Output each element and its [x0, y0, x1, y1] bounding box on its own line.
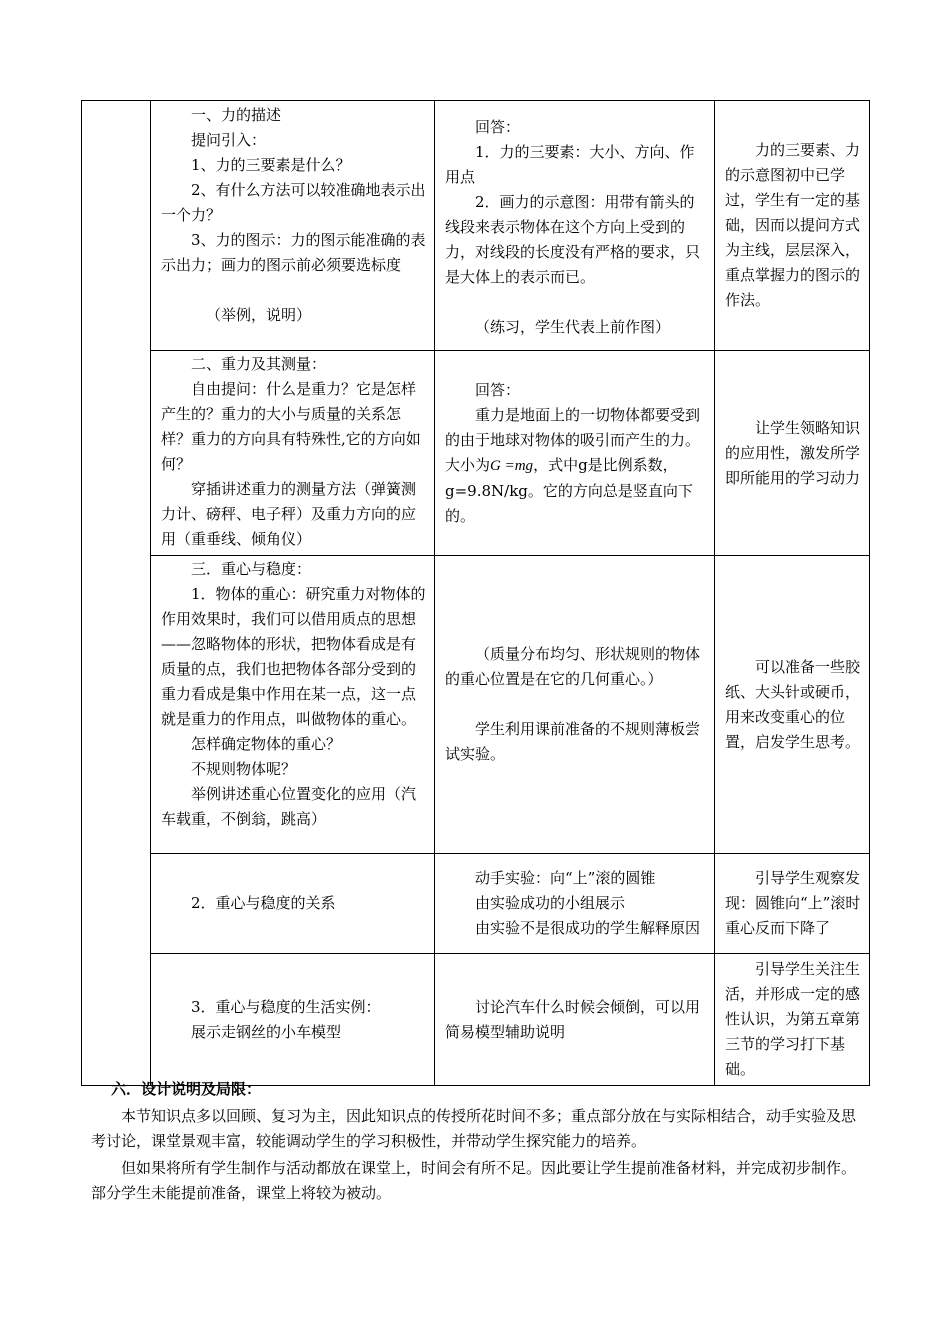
teacher-activity-cell: 二、重力及其测量： 自由提问：什么是重力？它是怎样产生的？重力的大小与质量的关系怎样？重力的方向具有特殊性,它的方向如何？ 穿插讲述重力的测量方法（弹簧测力计、磅秤、电子秤）及重力方向的应用（重垂线、倾角仪） — [151, 351, 435, 556]
design-notes-section — [91, 1077, 861, 1206]
section-heading: 一、力的描述 — [191, 106, 282, 124]
teacher-activity-cell: 三．重心与稳度： 1．物体的重心：研究重力对物体的作用效果时，我们可以借用质点的思想——忽略物体的形状，把物体看成是有质量的点，我们也把物体各部分受到的重力看成是集中作用在某一点，这一点就是重力的作用点，叫做物体的重心。 怎样确定物体的重心？ 不规则物体呢？ 举例讲述重心位置变化的应用（汽车载重，不倒翁，跳高） — [151, 556, 435, 854]
section-heading: 二、重力及其测量： — [191, 355, 327, 373]
design-intent-cell: 引导学生观察发现：圆锥向“上”滚时重心反而下降了 — [715, 854, 870, 954]
table-row — [82, 101, 870, 351]
student-activity-cell: 回答： 重力是地面上的一切物体都要受到的由于地球对物体的吸引而产生的力。大小为G =mg，式中g是比例系数，g=9.8N/kg。它的方向总是竖直向下的。 — [435, 351, 715, 556]
student-activity-cell: （质量分布均匀、形状规则的物体的重心位置是在它的几何重心。） 学生利用课前准备的不规则薄板尝试实验。 — [435, 556, 715, 854]
design-intent-cell: 可以准备一些胶纸、大头针或硬币，用来改变重心的位置，启发学生思考。 — [715, 556, 870, 854]
student-activity-cell: 回答： 1．力的三要素：大小、方向、作用点 2．画力的示意图：用带有箭头的线段来表示物体在这个方向上受到的力，对线段的长度没有严格的要求，只是大体上的表示而已。 （练习，学生代表上前作图） — [435, 101, 715, 351]
student-activity-cell: 讨论汽车什么时候会倾倒，可以用简易模型辅助说明 — [435, 954, 715, 1086]
teacher-activity-cell: 一、力的描述 提问引入： 1、力的三要素是什么？ 2、有什么方法可以较准确地表示出一个力？ 3、力的图示：力的图示能准确的表示出力；画力的图示前必须要选标度 （举例，说明） — [151, 101, 435, 351]
table-row — [82, 854, 870, 954]
table-row — [82, 351, 870, 556]
teacher-activity-cell: 3．重心与稳度的生活实例： 展示走钢丝的小车模型 — [151, 954, 435, 1086]
design-intent-cell: 引导学生关注生活，并形成一定的感性认识，为第五章第三节的学习打下基础。 — [715, 954, 870, 1086]
notes-paragraph: 本节知识点多以回顾、复习为主，因此知识点的传授所花时间不多；重点部分放在与实际相结合，动手实验及思考讨论，课堂景观丰富，较能调动学生的学习积极性，并带动学生探究能力的培养。 — [91, 1107, 857, 1150]
lesson-table — [81, 100, 870, 1086]
design-intent-cell: 力的三要素、力的示意图初中已学过，学生有一定的基础，因而以提问方式为主线，层层深入，重点掌握力的图示的作法。 — [715, 101, 870, 351]
section-heading: 六．设计说明及局限： — [111, 1080, 262, 1098]
student-activity-cell: 动手实验：向“上”滚的圆锥 由实验成功的小组展示 由实验不是很成功的学生解释原因 — [435, 854, 715, 954]
design-intent-cell: 让学生领略知识的应用性，激发所学即所能用的学习动力 — [715, 351, 870, 556]
table-row — [82, 556, 870, 854]
blank-column-cell — [82, 101, 151, 1086]
section-heading: 三．重心与稳度： — [191, 560, 312, 578]
gravity-formula: G =mg — [490, 457, 534, 474]
table-row — [82, 954, 870, 1086]
teacher-activity-cell: 2．重心与稳度的关系 — [151, 854, 435, 954]
notes-paragraph: 但如果将所有学生制作与活动都放在课堂上，时间会有所不足。因此要让学生提前准备材料，并完成初步制作。部分学生未能提前准备，课堂上将较为被动。 — [91, 1159, 857, 1202]
